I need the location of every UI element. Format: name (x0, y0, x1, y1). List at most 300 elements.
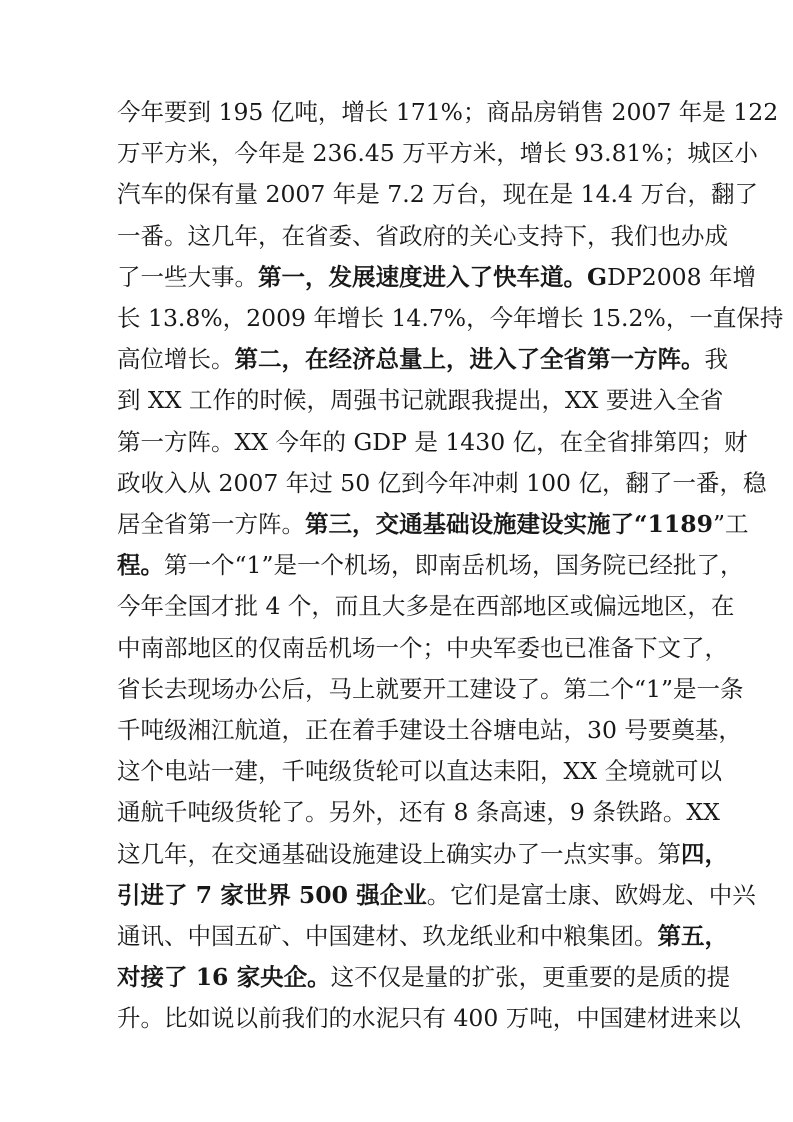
body-char (141, 380, 148, 421)
emphasis-char: 企 (283, 963, 308, 992)
body-char: 今 (489, 304, 514, 333)
body-char: 高 (117, 345, 141, 374)
body-char: 大 (187, 262, 211, 291)
body-char: 在 (452, 592, 476, 621)
body-char: 5 (606, 304, 622, 333)
emphasis-char: 上 (422, 345, 446, 374)
emphasis-char: 0 (331, 880, 348, 909)
emphasis-char: 了 (516, 345, 540, 374)
body-char: 3 (475, 427, 491, 456)
body-char (407, 422, 414, 463)
body-char: 入 (164, 468, 188, 497)
body-char: 可 (399, 757, 423, 786)
body-char: 7 (310, 180, 326, 209)
body-char: ； (663, 139, 688, 168)
body-char: 吨 (187, 798, 211, 827)
emphasis-char: ， (281, 345, 305, 374)
body-char: 1 (733, 98, 749, 126)
body-char: 点 (563, 839, 587, 868)
body-char: 府 (422, 221, 446, 250)
emphasis-char: 第 (234, 345, 258, 374)
emphasis-char: 家 (236, 963, 261, 992)
body-char (598, 380, 605, 421)
body-char: 即 (414, 551, 438, 580)
body-char: 房 (533, 98, 558, 126)
body-char: 兴 (732, 880, 756, 909)
emphasis-char: 家 (220, 880, 244, 909)
body-char: 南 (140, 633, 164, 662)
body-char: 南 (281, 633, 305, 662)
body-char: 排 (630, 427, 654, 456)
body-char: ， (496, 139, 520, 168)
body-char: 4 (265, 592, 281, 621)
body-char: 高 (499, 798, 523, 827)
body-char: 下 (634, 633, 658, 662)
body-text: 升。比如说以前我们的水泥只有 400 万吨，中国建材进来以 (117, 1004, 741, 1033)
body-char: 年 (448, 468, 472, 497)
emphasis-char: 7 (195, 880, 213, 909)
body-char: 通 (117, 798, 141, 827)
body-char: 设 (399, 839, 423, 868)
body-char: “ (634, 674, 647, 703)
body-char: ， (187, 839, 211, 868)
document-line (117, 710, 742, 751)
body-char: 在 (328, 716, 352, 745)
body-char: 保 (736, 304, 760, 333)
body-char: 质 (659, 963, 684, 992)
body-char: 5 (379, 139, 395, 168)
body-char (333, 463, 340, 504)
body-char: “ (234, 551, 247, 580)
body-char: 8 (453, 798, 469, 827)
body-char: 建 (234, 757, 258, 786)
body-char: D (372, 427, 392, 456)
body-char: ， (258, 221, 282, 250)
body-char: 第 (563, 674, 587, 703)
body-char: 8 (611, 139, 627, 168)
body-char: 铁 (615, 798, 640, 827)
body-char: . (357, 139, 365, 168)
body-char: 增 (341, 98, 365, 126)
body-char: 4 (364, 139, 380, 168)
body-char: 是 (401, 963, 425, 992)
body-char: 文 (657, 633, 681, 662)
body-char: ， (531, 551, 556, 580)
emphasis-char: 入 (446, 262, 470, 291)
body-char: 一 (140, 262, 164, 291)
body-char: 中 (540, 922, 564, 951)
body-char: 通 (117, 922, 141, 951)
emphasis-char: 了 (164, 880, 188, 909)
body-char: 了 (281, 798, 305, 827)
body-char: 粮 (563, 922, 587, 951)
document-line (117, 792, 720, 833)
body-char: 级 (328, 757, 352, 786)
body-char: 2 (628, 304, 644, 333)
body-char: 、 (685, 880, 709, 909)
body-char (597, 751, 604, 792)
body-char: 长 (364, 98, 389, 126)
emphasis-char: 第 (258, 262, 282, 291)
body-char: 级 (211, 798, 235, 827)
body-char: 远 (616, 592, 641, 621)
body-char: 记 (400, 386, 424, 415)
body-char: . (604, 139, 612, 168)
body-char: 一 (187, 551, 211, 580)
body-char: 冲 (471, 468, 496, 497)
body-char: 工 (188, 386, 213, 415)
body-char: 政 (117, 468, 141, 497)
emphasis-char: 了 (610, 510, 634, 539)
body-char: 、 (399, 922, 423, 951)
body-char: 中 (305, 922, 329, 951)
body-char: 年 (234, 221, 258, 250)
body-char: 小 (734, 139, 758, 168)
body-char: 区 (710, 139, 735, 168)
emphasis-char: 度 (399, 262, 423, 291)
body-char: 米 (472, 139, 497, 168)
body-char: 级 (164, 716, 188, 745)
body-char (726, 92, 733, 133)
emphasis-char: 世 (243, 880, 268, 909)
body-char: 上 (422, 839, 446, 868)
body-char: 要 (589, 963, 613, 992)
body-char: 今 (275, 427, 299, 456)
body-char: ， (222, 304, 247, 333)
body-char (211, 463, 218, 504)
document-line (117, 751, 722, 792)
body-char: 马 (328, 674, 352, 703)
body-char: 一 (540, 839, 564, 868)
emphasis-char (188, 957, 196, 998)
body-char (468, 792, 475, 833)
body-char: 的 (164, 180, 188, 209)
emphasis-char: 设 (540, 510, 564, 539)
body-char: 0 (276, 304, 292, 333)
body-char: X (564, 386, 582, 415)
body-char: 万 (640, 180, 664, 209)
body-char: 3 (587, 716, 602, 745)
body-char: 第 (657, 839, 681, 868)
body-char: 机 (484, 551, 509, 580)
body-char: 在 (710, 592, 735, 621)
body-char: 一 (296, 551, 321, 580)
body-char: ， (540, 757, 564, 786)
body-char: 0 (233, 468, 249, 497)
body-char (519, 463, 526, 504)
body-char: 这 (117, 839, 141, 868)
body-char: 中 (446, 633, 470, 662)
body-char: 我 (610, 221, 634, 250)
body-char: 要 (164, 98, 188, 126)
body-char: 办 (681, 221, 705, 250)
emphasis-char: 方 (634, 345, 658, 374)
body-char: 部 (499, 592, 523, 621)
body-char: 部 (164, 633, 188, 662)
body-char (585, 792, 592, 833)
body-char: 2 (763, 98, 779, 126)
emphasis-char: 总 (375, 345, 399, 374)
body-char (263, 92, 270, 133)
body-char: 了 (516, 839, 540, 868)
body-char: 了 (681, 633, 705, 662)
body-char: 省 (164, 510, 188, 539)
body-char: 阳 (516, 757, 540, 786)
body-char: 长 (187, 345, 211, 374)
body-char (268, 422, 275, 463)
body-char: 航 (140, 798, 164, 827)
body-char: 阵 (187, 427, 211, 456)
body-char: 以 (698, 757, 722, 786)
body-char: 万 (432, 180, 456, 209)
body-char: 现 (502, 180, 527, 209)
body-char: % (641, 139, 664, 168)
emphasis-char: 基 (422, 510, 446, 539)
emphasis-char: ， (704, 839, 728, 868)
document-line (117, 628, 728, 669)
document-line (117, 174, 758, 215)
body-char (573, 174, 580, 215)
body-char: 政 (399, 221, 423, 250)
body-char: 。 (634, 922, 658, 951)
body-char: 亿 (578, 468, 602, 497)
body-char: 全 (604, 757, 628, 786)
emphasis-char: 界 (267, 880, 291, 909)
body-char: 8 (686, 262, 702, 291)
body-char: 1 (391, 304, 407, 333)
body-char: 是 (414, 427, 438, 456)
body-char: 西 (475, 592, 500, 621)
body-char: 讯 (140, 922, 164, 951)
body-char: X (164, 386, 182, 415)
body-char: ， (311, 592, 335, 621)
body-char: 是 (281, 139, 305, 168)
document-line (117, 92, 779, 133)
body-char: 亿 (512, 427, 537, 456)
body-char: 上 (352, 674, 376, 703)
emphasis-char: 。 (307, 963, 331, 992)
body-char: 且 (358, 592, 382, 621)
body-char: 这 (187, 221, 211, 250)
body-char: 达 (469, 757, 493, 786)
body-char (617, 710, 624, 751)
body-char: 另 (328, 798, 352, 827)
emphasis-char: 了 (469, 262, 493, 291)
body-char: 龙 (446, 922, 470, 951)
body-char: 7 (410, 98, 426, 126)
body-char: 第 (117, 427, 141, 456)
emphasis-char: 一 (610, 345, 634, 374)
body-char: 后 (281, 674, 305, 703)
body-char: 条 (475, 798, 500, 827)
body-char: 1 (425, 98, 441, 126)
body-char: 。 (234, 262, 258, 291)
body-char: 4 (595, 180, 611, 209)
body-char: ” (712, 510, 725, 539)
body-char: 7 (428, 304, 444, 333)
body-char: 纸 (469, 922, 493, 951)
body-char: 6 (342, 139, 358, 168)
body-char: % (440, 98, 464, 126)
body-char (211, 92, 218, 133)
body-char (306, 298, 313, 339)
document-line (117, 875, 756, 916)
body-char: 场 (508, 551, 532, 580)
body-char: 条 (592, 798, 616, 827)
body-char: 保 (187, 180, 211, 209)
body-char: 设 (493, 674, 517, 703)
body-char: 区 (663, 592, 688, 621)
body-char: 士 (544, 880, 568, 909)
body-char: 全 (676, 386, 700, 415)
body-char: X (580, 757, 597, 786)
body-char: ， (587, 221, 611, 250)
body-char: 1 (591, 304, 607, 333)
body-char (446, 792, 453, 833)
body-char: 了 (734, 180, 758, 209)
emphasis-char: 9 (696, 510, 713, 539)
body-char: 第 (653, 427, 678, 456)
body-char: 车 (140, 180, 164, 209)
body-char: 是 (702, 98, 726, 126)
body-char: 吨 (294, 98, 318, 126)
body-char: 才 (211, 592, 235, 621)
body-char: 站 (187, 757, 211, 786)
body-char: 年 (285, 468, 310, 497)
body-char (380, 174, 387, 215)
body-char: 委 (516, 633, 540, 662)
body-char: 区 (211, 633, 235, 662)
body-char: 去 (164, 674, 188, 703)
body-char: 了 (117, 262, 141, 291)
body-char: 几 (140, 839, 164, 868)
body-char: 9 (569, 798, 585, 827)
body-char: 经 (649, 551, 673, 580)
body-char (425, 174, 432, 215)
body-char: 周 (329, 386, 354, 415)
body-char: 岳 (305, 633, 329, 662)
body-char: 是 (273, 551, 297, 580)
body-char: P (625, 262, 642, 291)
body-char: 7 (387, 180, 403, 209)
body-char: ， (211, 139, 235, 168)
body-char: 军 (493, 633, 517, 662)
emphasis-char: 础 (446, 510, 470, 539)
body-char: 也 (540, 633, 564, 662)
body-char: 平 (425, 139, 450, 168)
document-line (117, 504, 749, 545)
body-char: 台 (455, 180, 480, 209)
emphasis-char: 进 (140, 880, 164, 909)
body-char: 也 (657, 221, 681, 250)
body-char: 2 (409, 180, 425, 209)
body-char: 建 (399, 716, 423, 745)
emphasis-char: 企 (379, 880, 404, 909)
body-char: 国 (555, 551, 579, 580)
body-char (346, 422, 353, 463)
emphasis-char: 省 (563, 345, 587, 374)
body-char: 扩 (471, 963, 496, 992)
body-char: 场 (367, 551, 391, 580)
body-char: 阵 (258, 510, 282, 539)
body-char: 0 (541, 468, 557, 497)
body-char: 航 (234, 716, 258, 745)
body-char: 一 (696, 674, 720, 703)
body-char: 财 (724, 427, 748, 456)
body-char: 方 (449, 139, 473, 168)
body-char: 岳 (461, 551, 485, 580)
body-char: 批 (672, 551, 697, 580)
body-char: 现 (187, 674, 211, 703)
body-char: 、 (352, 221, 376, 250)
body-char: 0 (641, 98, 657, 126)
emphasis-char: 交 (375, 510, 399, 539)
body-char: 基 (694, 716, 719, 745)
emphasis-char: 速 (375, 262, 399, 291)
body-char (505, 422, 512, 463)
body-char: 个 (211, 551, 235, 580)
body-char: 全 (140, 510, 164, 539)
body-char: 和 (516, 922, 540, 951)
body-char: 手 (375, 716, 399, 745)
body-char: 亿 (377, 468, 402, 497)
body-char (671, 92, 678, 133)
body-char: 或 (569, 592, 594, 621)
body-char: 就 (375, 674, 399, 703)
body-char (702, 257, 709, 298)
body-char: 实 (587, 839, 611, 868)
body-char: 康 (567, 880, 592, 909)
body-char: 入 (652, 386, 677, 415)
body-char: 年 (140, 592, 164, 621)
emphasis-char (291, 875, 299, 916)
body-char: 。 (211, 345, 235, 374)
emphasis-char: 了 (164, 963, 188, 992)
body-char: ， (665, 304, 690, 333)
body-char: 品 (510, 98, 534, 126)
body-char: 直 (712, 304, 737, 333)
body-char: 建 (375, 839, 399, 868)
body-char: 要 (605, 386, 630, 415)
emphasis-char: 建 (516, 510, 540, 539)
body-char: 是 (672, 674, 697, 703)
body-char: 在 (559, 427, 584, 456)
document-line (117, 669, 744, 710)
body-char: 吨 (140, 716, 164, 745)
body-char: 稳 (742, 468, 767, 497)
body-char: 作 (212, 386, 236, 415)
body-char: 们 (634, 221, 658, 250)
body-char: 。 (634, 839, 658, 868)
body-char: 千 (281, 757, 305, 786)
body-char: 是 (549, 180, 574, 209)
body-char: 书 (376, 386, 401, 415)
body-char: 年 (709, 262, 733, 291)
body-char: 张 (495, 963, 519, 992)
emphasis-char: 业 (403, 880, 427, 909)
body-char: 到 (117, 386, 141, 415)
body-char: 千 (117, 716, 141, 745)
body-char: 了 (648, 468, 673, 497)
body-char: . (421, 304, 429, 333)
document-line (117, 916, 728, 957)
body-char: ， (305, 674, 329, 703)
emphasis-char: 入 (493, 345, 517, 374)
body-char: G (353, 427, 373, 456)
body-char: ， (687, 592, 711, 621)
body-char: 货 (352, 757, 376, 786)
body-char: ， (258, 757, 282, 786)
